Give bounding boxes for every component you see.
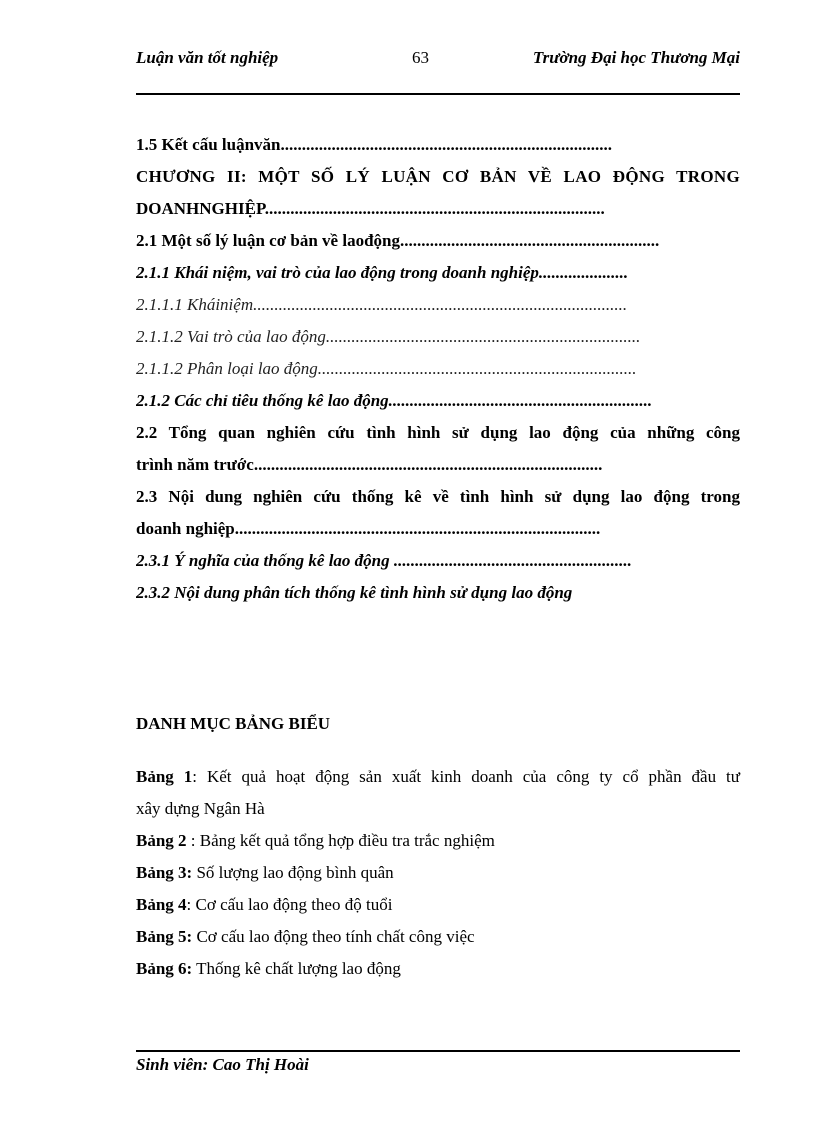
toc-entry-chapter-2: CHƯƠNG II: MỘT SỐ LÝ LUẬN CƠ BẢN VỀ LAO ĐỘNG TRONG [136, 167, 740, 186]
toc-entry-2-1-1-1: 2.1.1.1 Kháiniệm........................................................................................ [136, 295, 628, 314]
table-item-text: : Bảng kết quả tổng hợp điều tra trắc nghiệm [186, 831, 495, 850]
toc-entry-2-3: 2.3 Nội dung nghiên cứu thống kê về tình hình sử dụng lao động trong [136, 487, 740, 506]
toc-entry-chapter-2-cont: DOANHNGHIỆP................................................................................ [136, 199, 605, 218]
page-header [136, 48, 740, 74]
table-of-contents [136, 132, 740, 612]
toc-entry-2-1-2: 2.1.2 Các chỉ tiêu thống kê lao động.............................................................. [136, 391, 653, 410]
table-item-3 [136, 860, 740, 892]
table-item-label: Bảng 2 [136, 831, 187, 850]
table-item-text: xây dựng Ngân Hà [136, 799, 265, 818]
table-item-4 [136, 892, 740, 924]
table-item-text: : Cơ cấu lao động theo độ tuổi [186, 895, 393, 914]
toc-entry-2-1-1: 2.1.1 Khái niệm, vai trò của lao động trong doanh nghiệp..................... [136, 263, 629, 282]
header-rule [136, 93, 740, 95]
thesis-label: Luận văn tốt nghiệp [136, 48, 279, 67]
tables-section-title: DANH MỤC BẢNG BIỂU [136, 714, 331, 733]
table-item-1 [136, 764, 740, 796]
table-item-2 [136, 828, 740, 860]
toc-entry-1-5: 1.5 Kết cấu luậnvăn.............................................................................. [136, 135, 613, 154]
table-item-label: Bảng 6: [136, 959, 193, 978]
toc-entry-2-3-2: 2.3.2 Nội dung phân tích thống kê tình hình sử dụng lao động [136, 583, 573, 602]
table-item-text: Thống kê chất lượng lao động [192, 959, 401, 978]
table-item-label: Bảng 1 [136, 767, 193, 786]
toc-entry-2-1-1-2: 2.1.1.2 Vai trò của lao động.......................................................................... [136, 327, 641, 346]
table-item-label: Bảng 3: [136, 863, 193, 882]
toc-entry-2-3-1: 2.3.1 Ý nghĩa của thống kê lao động ........................................................ [136, 551, 632, 570]
page-number: 63 [412, 48, 429, 67]
table-item-text: Cơ cấu lao động theo tính chất công việc [192, 927, 475, 946]
toc-entry-2-1-1-2b: 2.1.1.2 Phân loại lao động........................................................................... [136, 359, 637, 378]
table-item-label: Bảng 4 [136, 895, 187, 914]
university-name: Trường Đại học Thương Mại [532, 48, 740, 67]
table-item-text: Số lượng lao động bình quân [192, 863, 394, 882]
tables-list [136, 764, 740, 988]
footer-rule [136, 1050, 740, 1052]
table-item-5 [136, 924, 740, 956]
student-name: Sinh viên: Cao Thị Hoài [136, 1055, 309, 1074]
toc-entry-2-2: 2.2 Tổng quan nghiên cứu tình hình sử dụng lao động của những công [136, 423, 740, 442]
table-item-label: Bảng 5: [136, 927, 193, 946]
toc-entry-2-1: 2.1 Một số lý luận cơ bản về laođộng............................................................. [136, 231, 660, 250]
table-item-text: : Kết quả hoạt động sản xuất kinh doanh của công ty cổ phần đầu tư [192, 767, 740, 786]
toc-entry-2-2-cont: trình năm trước.................................................................................. [136, 455, 603, 474]
toc-entry-2-3-cont: doanh nghiệp...................................................................................... [136, 519, 601, 538]
table-item-6 [136, 956, 740, 988]
table-item-1-cont [136, 796, 740, 828]
